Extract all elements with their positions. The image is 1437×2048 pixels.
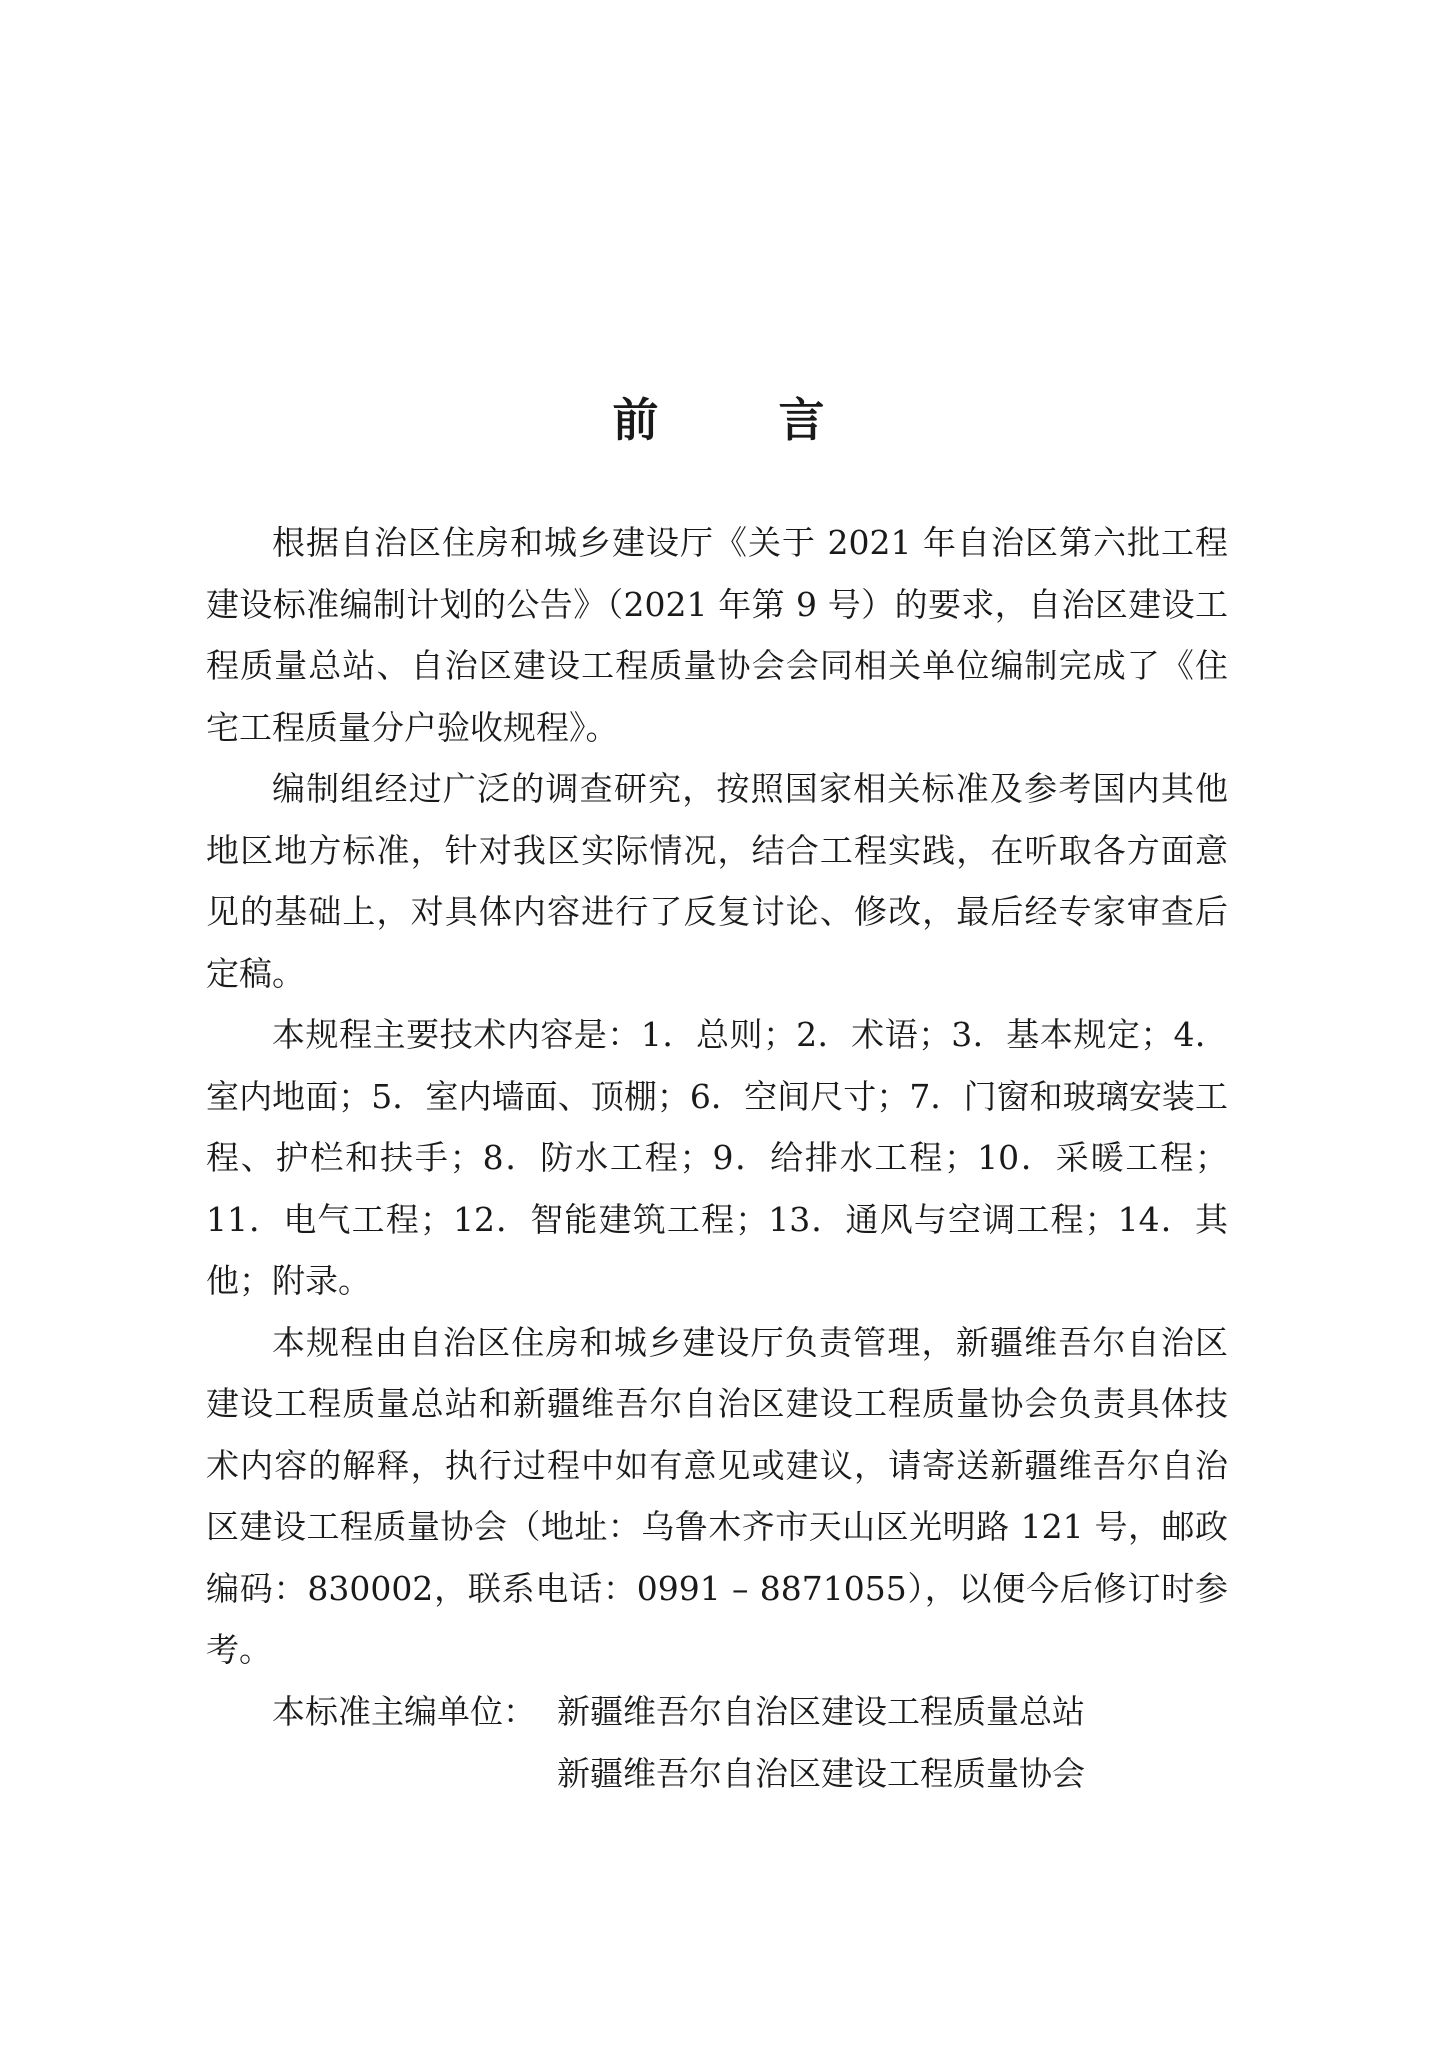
title-char-left: 前: [612, 393, 659, 447]
editor-row: [206, 1681, 1228, 1743]
chief-editor-units: [206, 1681, 1228, 1804]
preface-body: [206, 512, 1228, 1681]
editor-unit-2: 新疆维吾尔自治区建设工程质量协会: [557, 1753, 1085, 1793]
title-char-right: 言: [778, 393, 825, 447]
paragraph-contents: 本规程主要技术内容是：1．总则；2．术语；3．基本规定；4．室内地面；5．室内墙面、顶棚；6．空间尺寸；7．门窗和玻璃安装工程、护栏和扶手；8．防水工程；9．给排水工程；10．采暖工程；11．电气工程；12．智能建筑工程；13．通风与空调工程；14．其他；附录。: [206, 1015, 1228, 1300]
page-title: [0, 388, 1437, 452]
editor-label: 本标准主编单位：: [272, 1692, 536, 1731]
editor-unit-1: 新疆维吾尔自治区建设工程质量总站: [557, 1692, 1085, 1731]
paragraph-process: 编制组经过广泛的调查研究，按照国家相关标准及参考国内其他地区地方标准，针对我区实际情况，结合工程实践，在听取各方面意见的基础上，对具体内容进行了反复讨论、修改，最后经专家审查后定稿。: [206, 769, 1228, 993]
paragraph-background: 根据自治区住房和城乡建设厅《关于 2021 年自治区第六批工程建设标准编制计划的公告》（2021 年第 9 号）的要求，自治区建设工程质量总站、自治区建设工程质量协会会同相关单位编制完成了《住宅工程质量分户验收规程》。: [206, 523, 1228, 747]
paragraph-management: 本规程由自治区住房和城乡建设厅负责管理，新疆维吾尔自治区建设工程质量总站和新疆维吾尔自治区建设工程质量协会负责具体技术内容的解释，执行过程中如有意见或建议，请寄送新疆维吾尔自治区建设工程质量协会（地址：乌鲁木齐市天山区光明路 121 号，邮政编码：830002，联系电话：0991 – 8871055），以便今后修订时参考。: [206, 1322, 1228, 1669]
editor-row: [206, 1743, 1228, 1805]
